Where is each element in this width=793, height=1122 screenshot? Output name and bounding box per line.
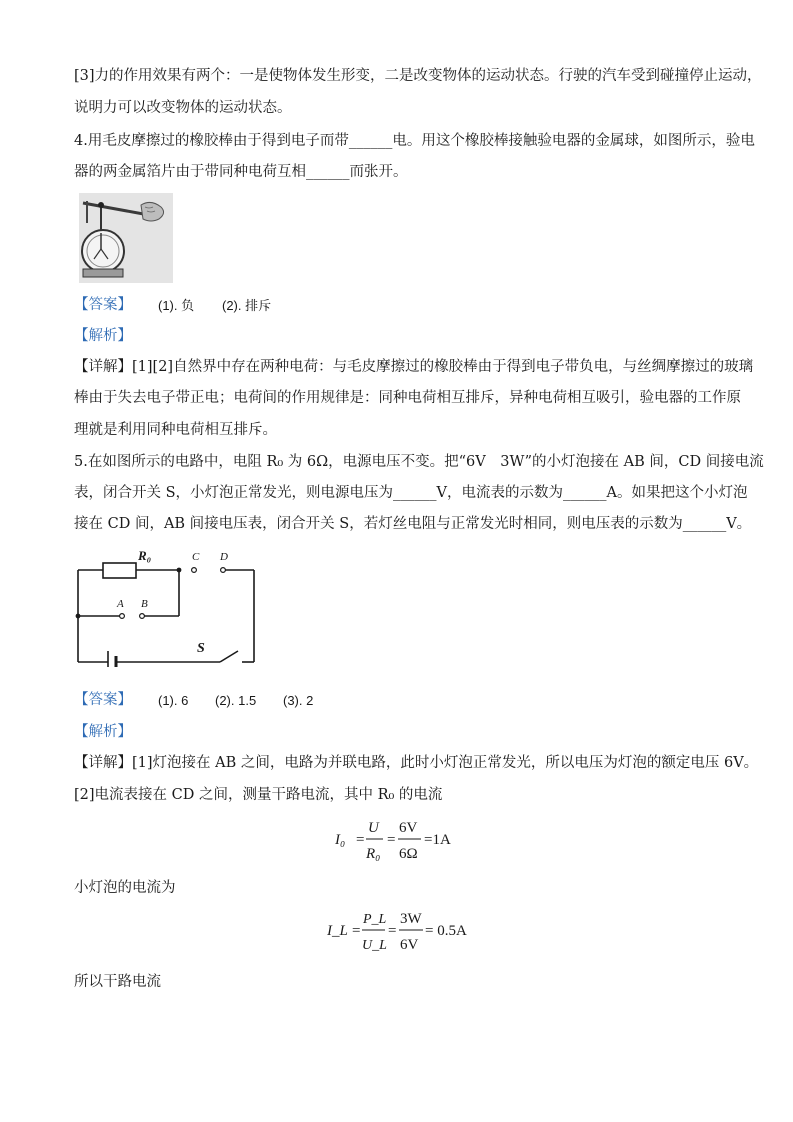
answer-tag: 【答案】 bbox=[74, 297, 132, 313]
eq1-lhs: I₀ bbox=[335, 832, 346, 848]
q5-question-line-1: 5.在如图所示的电路中，电阻 R₀ 为 6Ω，电源电压不变。把“6V 3W”的小灯泡接在 AB 间，CD 间接电流 bbox=[74, 454, 764, 470]
q4-question-line-1: 4.用毛皮摩擦过的橡胶棒由于得到电子而带______电。用这个橡胶棒接触验电器的金属球，如图所示，验电 bbox=[74, 133, 755, 149]
electroscope-illustration bbox=[79, 193, 173, 283]
junction-dot-c bbox=[177, 568, 182, 573]
q5-total-current-label: 所以干路电流 bbox=[74, 974, 161, 990]
equation-r0-current bbox=[333, 815, 463, 865]
q4-analysis-row bbox=[74, 326, 132, 346]
junction-dot-left bbox=[76, 614, 81, 619]
q4-answer-row bbox=[74, 295, 132, 315]
eq2-den1: U_L bbox=[362, 938, 387, 953]
eq2-result: = 0.5A bbox=[425, 923, 467, 939]
circuit-diagram bbox=[70, 545, 262, 667]
analysis-tag: 【解析】 bbox=[74, 724, 132, 740]
q4-detail-line-3: 理就是利用同种电荷相互排斥。 bbox=[74, 422, 277, 438]
eq2-equals-2: = bbox=[388, 923, 397, 939]
analysis-tag: 【解析】 bbox=[74, 328, 132, 344]
label-a: A bbox=[117, 598, 124, 610]
eq1-equals-1: = bbox=[356, 832, 365, 848]
label-b: B bbox=[141, 598, 148, 610]
q5-answer-1: (1). 6 bbox=[158, 693, 189, 708]
label-r0: R₀ bbox=[138, 548, 152, 563]
q4-answer-1: (1). 负 bbox=[158, 298, 195, 313]
q5-answer-row bbox=[74, 690, 132, 710]
q3-explanation-line-2: 说明力可以改变物体的运动状态。 bbox=[74, 100, 292, 116]
q5-detail-line-2: [2]电流表接在 CD 之间，测量干路电流，其中 R₀ 的电流 bbox=[74, 787, 443, 803]
eq1-num1: U bbox=[368, 820, 379, 836]
q3-explanation-line-1: [3]力的作用效果有两个：一是使物体发生形变，二是改变物体的运动状态。行驶的汽车受到碰撞停止运动， bbox=[74, 68, 762, 84]
q5-detail-line-1: 【详解】[1]灯泡接在 AB 之间，电路为并联电路，此时小灯泡正常发光，所以电压为灯泡的额定电压 6V。 bbox=[74, 755, 759, 771]
eq1-num2: 6V bbox=[399, 820, 418, 836]
terminal-c bbox=[192, 568, 197, 573]
answer-tag: 【答案】 bbox=[74, 692, 132, 708]
q4-answer-2: (2). 排斥 bbox=[222, 298, 272, 313]
terminal-a bbox=[120, 614, 125, 619]
q5-answer-3: (3). 2 bbox=[283, 693, 314, 708]
label-c: C bbox=[192, 551, 200, 563]
q5-bulb-current-label: 小灯泡的电流为 bbox=[74, 880, 176, 896]
eq1-equals-2: = bbox=[387, 832, 396, 848]
q4-question-line-2: 器的两金属箔片由于带同种电荷互相______而张开。 bbox=[74, 164, 408, 180]
q5-question-line-3: 接在 CD 间，AB 间接电压表，闭合开关 S，若灯丝电阻与正常发光时相同，则电压表的示数为______V。 bbox=[74, 516, 752, 532]
eq1-den1: R₀ bbox=[366, 846, 381, 862]
eq2-num2: 3W bbox=[400, 911, 422, 927]
terminal-b bbox=[140, 614, 145, 619]
q5-analysis-row bbox=[74, 722, 132, 742]
circuit-schematic bbox=[70, 545, 262, 667]
eq2-num1: P_L bbox=[363, 912, 387, 927]
eq2-lhs: I_L bbox=[327, 923, 348, 939]
electroscope-figure bbox=[79, 193, 173, 283]
eq2-den2: 6V bbox=[400, 937, 419, 953]
equation-bulb-current bbox=[325, 905, 475, 957]
label-d: D bbox=[220, 551, 228, 563]
eq1-result: =1A bbox=[424, 832, 451, 848]
q4-detail-line-1: 【详解】[1][2]自然界中存在两种电荷：与毛皮摩擦过的橡胶棒由于得到电子带负电，与丝绸摩擦过的玻璃 bbox=[74, 359, 754, 375]
q5-question-line-2: 表，闭合开关 S，小灯泡正常发光，则电源电压为______V，电流表的示数为______A。如果把这个小灯泡 bbox=[74, 485, 748, 501]
terminal-d bbox=[221, 568, 226, 573]
q5-answer-2: (2). 1.5 bbox=[215, 693, 257, 708]
eq1-den2: 6Ω bbox=[399, 846, 418, 862]
label-s: S bbox=[197, 641, 205, 656]
q4-detail-line-2: 棒由于失去电子带正电；电荷间的作用规律是：同种电荷相互排斥，异种电荷相互吸引，验电器的工作原 bbox=[74, 390, 741, 406]
eq2-equals-1: = bbox=[352, 923, 361, 939]
